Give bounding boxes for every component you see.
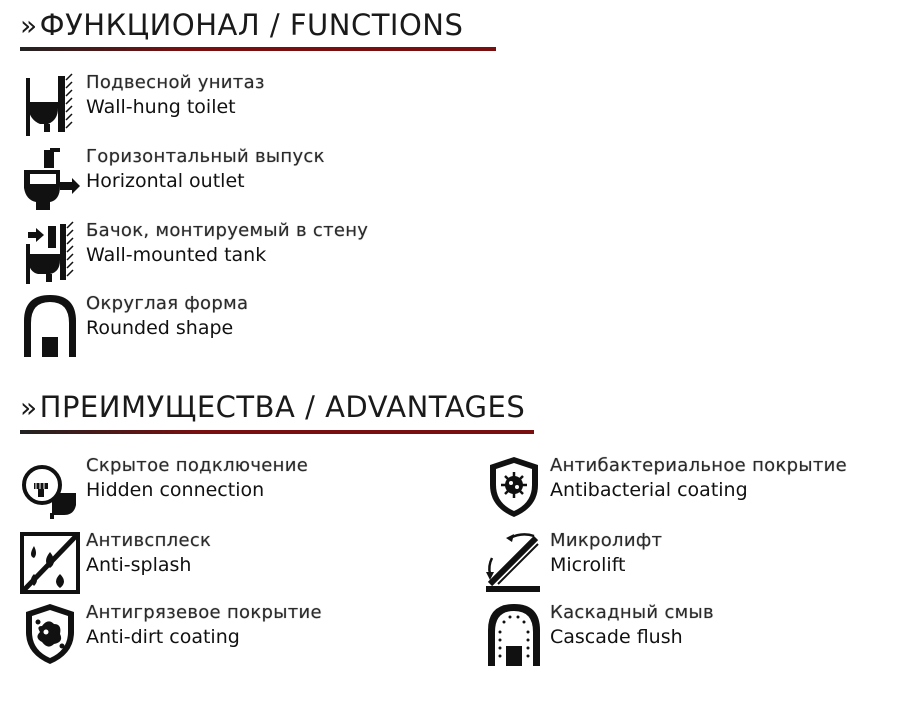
functions-title: ФУНКЦИОНАЛ / FUNCTIONS bbox=[39, 8, 464, 42]
cascade-flush-icon bbox=[484, 602, 544, 666]
antibacterial-shield-icon bbox=[484, 455, 544, 519]
advantage-item-anti-dirt bbox=[20, 602, 440, 666]
rounded-shape-icon bbox=[20, 293, 80, 357]
advantage-item-antibacterial bbox=[484, 455, 904, 519]
function-label-en: Rounded shape bbox=[86, 317, 234, 339]
function-item-horizontal-outlet bbox=[20, 146, 440, 210]
advantage-item-cascade-flush bbox=[484, 602, 904, 666]
function-label-ru: Подвесной унитаз bbox=[86, 72, 265, 93]
function-item-wall-mounted-tank bbox=[20, 220, 440, 284]
anti-splash-icon bbox=[20, 530, 80, 594]
advantage-label-en: Antibacterial coating bbox=[550, 479, 748, 501]
advantage-label-ru: Антибактериальное покрытие bbox=[550, 455, 848, 476]
advantage-label-en: Cascade flush bbox=[550, 626, 683, 648]
function-label-ru: Горизонтальный выпуск bbox=[86, 146, 325, 167]
functions-heading bbox=[20, 8, 463, 42]
advantage-label-ru: Скрытое подключение bbox=[86, 455, 309, 476]
advantage-label-en: Anti-dirt coating bbox=[86, 626, 240, 648]
hidden-connection-icon bbox=[20, 455, 80, 519]
chevron-right-icon: » bbox=[20, 391, 38, 424]
advantage-label-en: Microlift bbox=[550, 554, 626, 576]
advantage-label-ru: Каскадный смыв bbox=[550, 602, 714, 623]
horizontal-outlet-icon bbox=[20, 146, 80, 210]
advantage-label-ru: Антигрязевое покрытие bbox=[86, 602, 322, 623]
function-label-en: Horizontal outlet bbox=[86, 170, 245, 192]
advantage-label-ru: Антивсплеск bbox=[86, 530, 212, 551]
advantages-heading bbox=[20, 390, 525, 424]
function-label-ru: Бачок, монтируемый в стену bbox=[86, 220, 369, 241]
function-item-rounded-shape bbox=[20, 293, 440, 357]
advantage-label-en: Anti-splash bbox=[86, 554, 192, 576]
function-item-wall-hung bbox=[20, 72, 440, 136]
chevron-right-icon: » bbox=[20, 9, 38, 42]
advantages-title: ПРЕИМУЩЕСТВА / ADVANTAGES bbox=[39, 390, 526, 424]
function-label-en: Wall-mounted tank bbox=[86, 244, 267, 266]
anti-dirt-shield-icon bbox=[20, 602, 80, 666]
advantage-item-hidden-connection bbox=[20, 455, 440, 519]
wall-hung-toilet-icon bbox=[20, 72, 80, 136]
functions-divider bbox=[20, 47, 496, 51]
advantage-label-ru: Микролифт bbox=[550, 530, 663, 551]
wall-mounted-tank-icon bbox=[20, 220, 80, 284]
microlift-icon bbox=[484, 530, 544, 594]
function-label-en: Wall-hung toilet bbox=[86, 96, 236, 118]
advantage-label-en: Hidden connection bbox=[86, 479, 265, 501]
advantage-item-anti-splash bbox=[20, 530, 440, 594]
advantage-item-microlift bbox=[484, 530, 904, 594]
function-label-ru: Округлая форма bbox=[86, 293, 249, 314]
advantages-divider bbox=[20, 430, 534, 434]
